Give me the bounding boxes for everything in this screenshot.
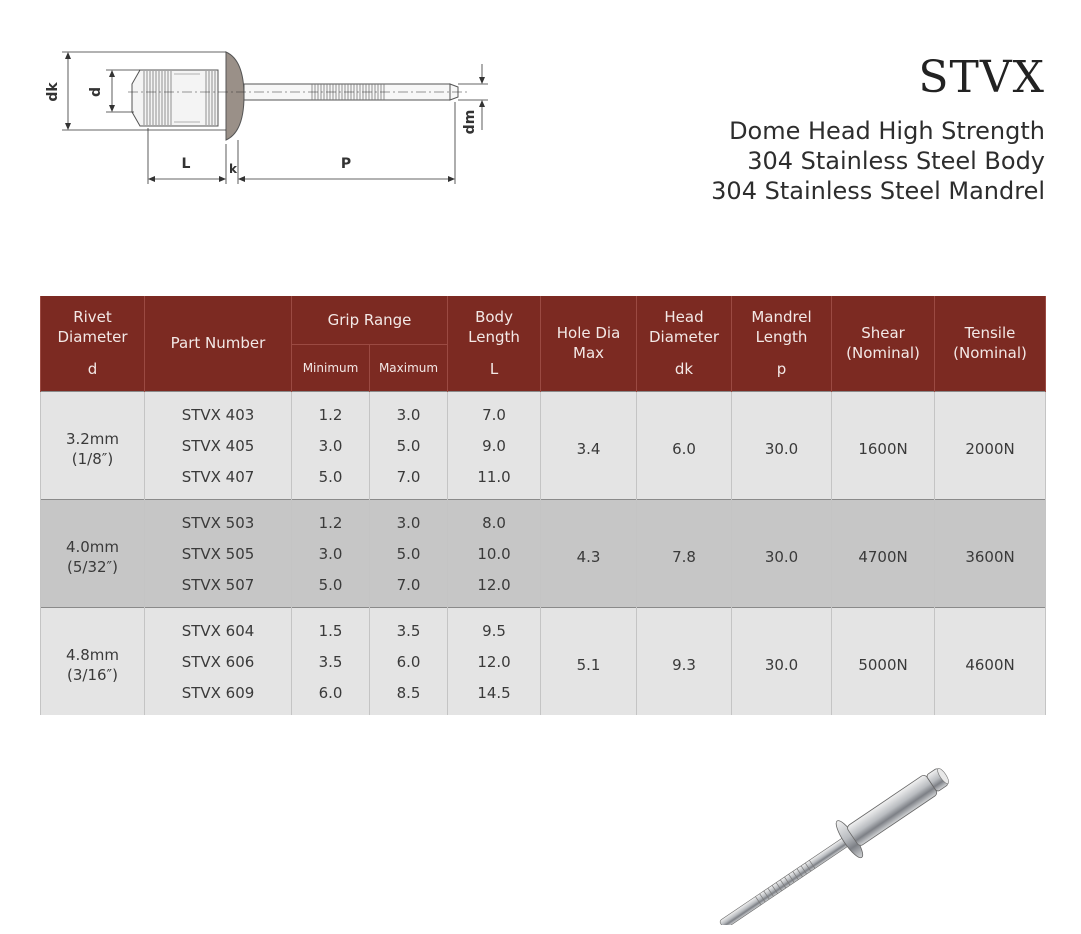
grip-max-cell: 8.5 xyxy=(370,678,448,715)
rivet-head-drawing xyxy=(226,52,244,140)
grip-max-cell: 3.0 xyxy=(370,499,448,539)
part-number-cell: STVX 503 xyxy=(145,499,292,539)
grip-min-cell: 1.5 xyxy=(292,607,370,647)
rivet-diameter-cell: 4.8mm (3/16″) xyxy=(41,607,145,715)
header-rivet-diameter: Rivet Diameter d xyxy=(41,296,145,391)
header-tensile: Tensile (Nominal) xyxy=(935,296,1046,391)
tensile-cell: 3600N xyxy=(935,499,1046,607)
body-length-cell: 10.0 xyxy=(448,539,541,570)
part-number-cell: STVX 505 xyxy=(145,539,292,570)
dim-label-d: d xyxy=(88,86,104,98)
grip-max-cell: 7.0 xyxy=(370,570,448,608)
header-head-diameter: Head Diameter dk xyxy=(637,296,732,391)
head-diameter-cell: 7.8 xyxy=(637,499,732,607)
grip-max-cell: 3.0 xyxy=(370,391,448,431)
mandrel-length-cell: 30.0 xyxy=(732,607,832,715)
rivet-body-drawing xyxy=(132,70,218,126)
body-length-cell: 12.0 xyxy=(448,570,541,608)
subtitle-line: Dome Head High Strength xyxy=(729,117,1045,145)
body-length-cell: 8.0 xyxy=(448,499,541,539)
dim-label-L: L xyxy=(181,156,191,172)
dim-label-k: k xyxy=(229,162,237,176)
header-grip-minimum: Minimum xyxy=(292,344,370,391)
part-number-cell: STVX 606 xyxy=(145,647,292,678)
hole-dia-cell: 3.4 xyxy=(541,391,637,499)
head-diameter-cell: 6.0 xyxy=(637,391,732,499)
header-mandrel-length: Mandrel Length p xyxy=(732,296,832,391)
dim-label-P: P xyxy=(340,156,352,172)
mandrel-length-cell: 30.0 xyxy=(732,499,832,607)
rivet-dimension-diagram xyxy=(40,40,500,200)
dim-label-dm: dm xyxy=(462,109,478,135)
grip-max-cell: 3.5 xyxy=(370,607,448,647)
rivet-product-photo xyxy=(700,755,1000,925)
body-length-cell: 9.5 xyxy=(448,607,541,647)
grip-min-cell: 5.0 xyxy=(292,570,370,608)
grip-min-cell: 1.2 xyxy=(292,499,370,539)
part-number-cell: STVX 407 xyxy=(145,462,292,500)
shear-cell: 4700N xyxy=(832,499,935,607)
header-grip-maximum: Maximum xyxy=(370,344,448,391)
part-number-cell: STVX 604 xyxy=(145,607,292,647)
part-number-cell: STVX 403 xyxy=(145,391,292,431)
grip-max-cell: 6.0 xyxy=(370,647,448,678)
header-part-number: Part Number xyxy=(145,296,292,391)
tensile-cell: 4600N xyxy=(935,607,1046,715)
head-diameter-cell: 9.3 xyxy=(637,607,732,715)
body-length-cell: 11.0 xyxy=(448,462,541,500)
shear-cell: 1600N xyxy=(832,391,935,499)
rivet-diameter-cell: 3.2mm (1/8″) xyxy=(41,391,145,499)
grip-min-cell: 3.0 xyxy=(292,539,370,570)
part-number-cell: STVX 609 xyxy=(145,678,292,715)
body-length-cell: 12.0 xyxy=(448,647,541,678)
table-row xyxy=(41,391,1046,431)
hole-dia-cell: 5.1 xyxy=(541,607,637,715)
dim-label-dk: dk xyxy=(45,82,61,102)
body-length-cell: 9.0 xyxy=(448,431,541,462)
grip-min-cell: 6.0 xyxy=(292,678,370,715)
grip-min-cell: 5.0 xyxy=(292,462,370,500)
body-length-cell: 14.5 xyxy=(448,678,541,715)
header-body-length: Body Length L xyxy=(448,296,541,391)
subtitle-line: 304 Stainless Steel Mandrel xyxy=(711,177,1045,205)
mandrel-length-cell: 30.0 xyxy=(732,391,832,499)
product-code-title: STVX xyxy=(918,52,1045,103)
grip-max-cell: 7.0 xyxy=(370,462,448,500)
part-number-cell: STVX 507 xyxy=(145,570,292,608)
shear-cell: 5000N xyxy=(832,607,935,715)
header-hole-dia: Hole Dia Max xyxy=(541,296,637,391)
grip-max-cell: 5.0 xyxy=(370,539,448,570)
header-grip-range: Grip Range xyxy=(292,296,448,344)
body-length-cell: 7.0 xyxy=(448,391,541,431)
tensile-cell: 2000N xyxy=(935,391,1046,499)
table-row xyxy=(41,499,1046,539)
spec-table xyxy=(40,296,1046,715)
product-description xyxy=(711,116,1045,206)
grip-min-cell: 3.0 xyxy=(292,431,370,462)
grip-max-cell: 5.0 xyxy=(370,431,448,462)
header-shear: Shear (Nominal) xyxy=(832,296,935,391)
grip-min-cell: 3.5 xyxy=(292,647,370,678)
table-row xyxy=(41,607,1046,647)
rivet-diameter-cell: 4.0mm (5/32″) xyxy=(41,499,145,607)
hole-dia-cell: 4.3 xyxy=(541,499,637,607)
grip-min-cell: 1.2 xyxy=(292,391,370,431)
subtitle-line: 304 Stainless Steel Body xyxy=(747,147,1045,175)
part-number-cell: STVX 405 xyxy=(145,431,292,462)
